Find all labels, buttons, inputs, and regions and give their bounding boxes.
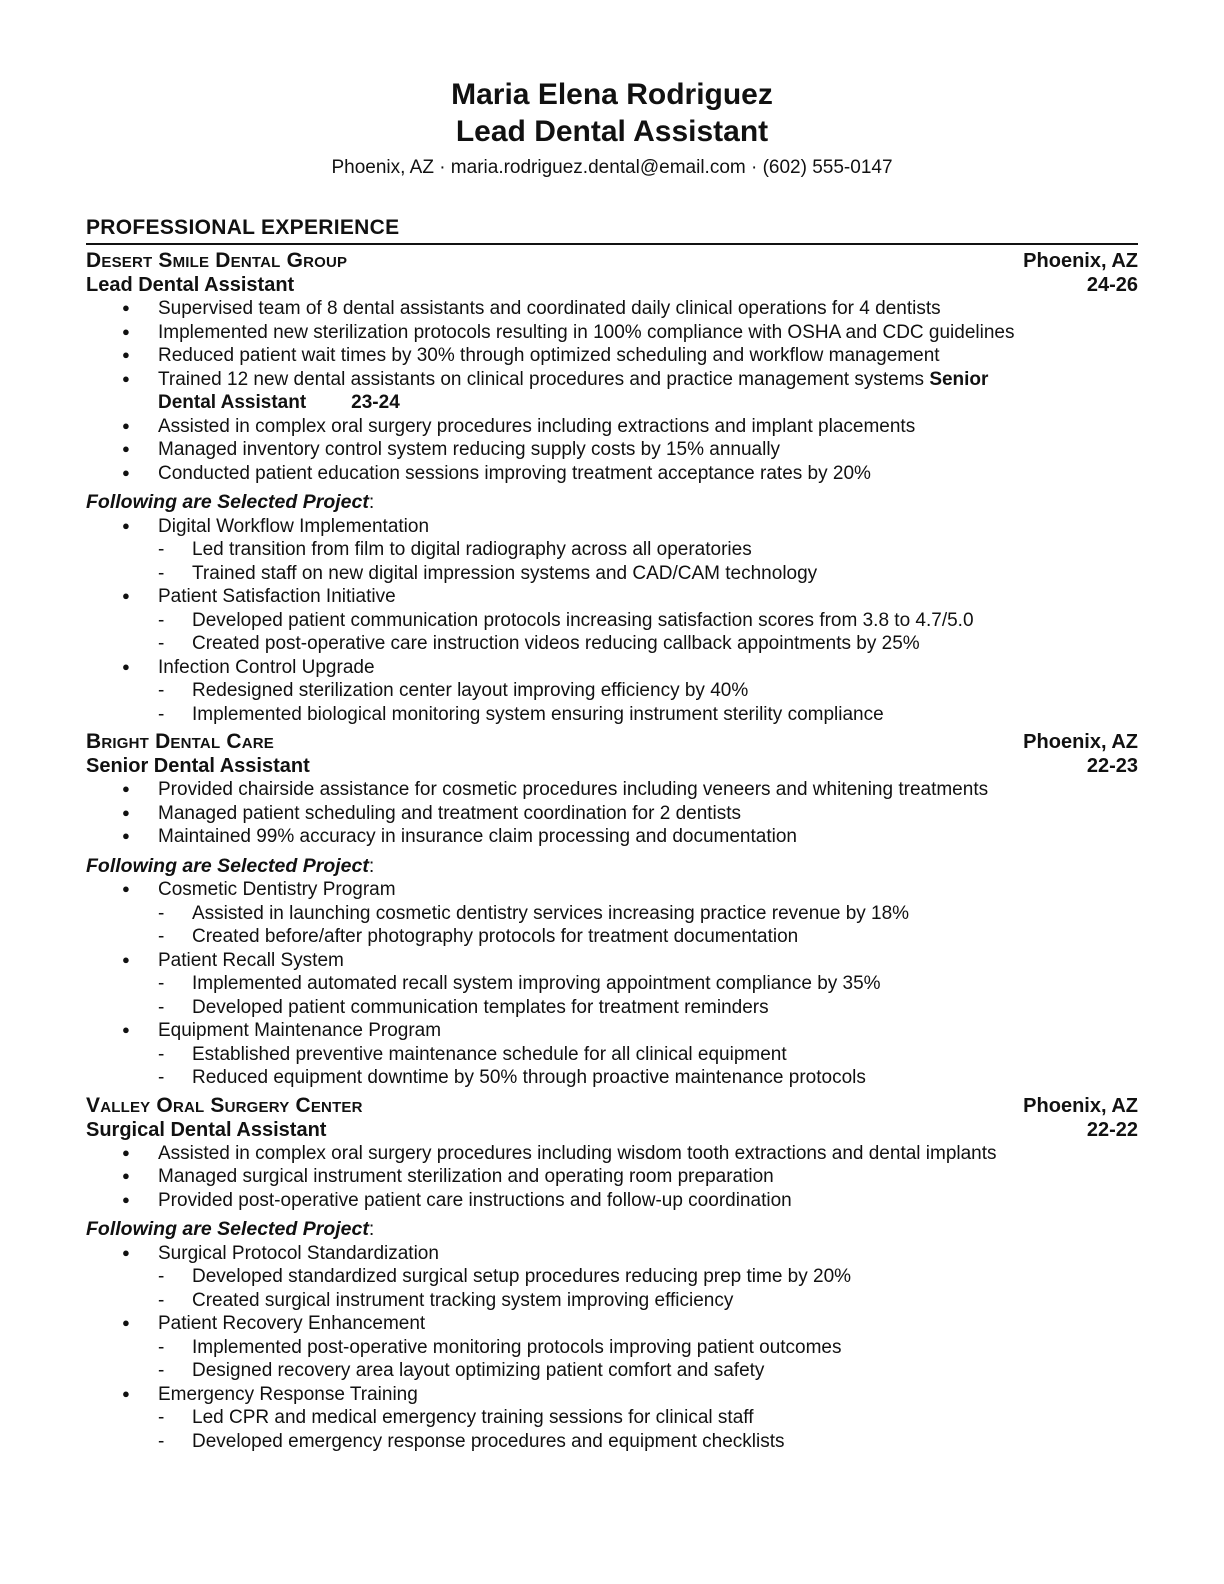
job-location: Phoenix, AZ [1023, 250, 1138, 272]
resume-header [86, 76, 1138, 180]
project-detail-item [86, 562, 1138, 586]
bullet-marker-icon: ● [122, 1022, 130, 1037]
bullet-text: Provided chairside assistance for cosmetic procedures including veneers and whitening treatments [158, 779, 989, 800]
project-name: Patient Recall System [158, 949, 344, 971]
project-item [86, 585, 1138, 609]
project-detail-text: Designed recovery area layout optimizing patient comfort and safety [192, 1360, 765, 1381]
project-name: Patient Recovery Enhancement [158, 1313, 426, 1334]
project-detail-item [86, 1289, 1138, 1313]
project-detail-text: Implemented automated recall system improving appointment compliance by 35% [192, 973, 881, 994]
project-detail-item [86, 1430, 1138, 1454]
candidate-title: Lead Dental Assistant [455, 115, 769, 148]
bullet-item [86, 368, 1138, 415]
company-name: Bright Dental Care [86, 730, 274, 753]
bullet-marker-icon: ● [122, 881, 130, 896]
inline-role-dates: 23-24 [351, 392, 400, 413]
dash-marker-icon: - [158, 1043, 165, 1065]
project-detail-item [86, 1406, 1138, 1430]
job-role: Lead Dental Assistant [86, 274, 295, 296]
project-detail-item [86, 1043, 1138, 1067]
bullet-item [86, 1142, 1138, 1166]
bullet-text: Managed inventory control system reducing supply costs by 15% annually [158, 439, 781, 460]
bullet-marker-icon: ● [122, 323, 130, 339]
dash-marker-icon: - [158, 539, 165, 560]
selected-projects-heading [86, 491, 1138, 515]
bullet-marker-icon: ● [122, 1144, 130, 1160]
project-name: Equipment Maintenance Program [158, 1020, 442, 1041]
project-detail-text: Created surgical instrument tracking system improving efficiency [192, 1289, 734, 1311]
project-name: Digital Workflow Implementation [158, 515, 430, 537]
dash-marker-icon: - [158, 703, 165, 725]
project-name: Infection Control Upgrade [158, 656, 375, 678]
job-entry [86, 730, 1138, 1090]
job-entry [86, 1094, 1138, 1454]
selected-projects-colon: : [368, 854, 375, 877]
bullet-text: Managed surgical instrument sterilization and operating room preparation [158, 1166, 774, 1187]
bullet-item [86, 825, 1138, 849]
experience-list [86, 249, 1138, 1453]
inline-role-title: Senior [929, 368, 989, 390]
selected-projects-label: Following are Selected Project [86, 1218, 369, 1240]
bullet-marker-icon: ● [122, 1191, 130, 1207]
project-item [86, 878, 1138, 902]
dash-marker-icon: - [158, 680, 165, 701]
section-heading-professional-experience: PROFESSIONAL EXPERIENCE [86, 216, 1138, 245]
role-row [86, 273, 1138, 297]
dash-marker-icon: - [158, 633, 165, 654]
project-detail-text: Redesigned sterilization center layout improving efficiency by 40% [192, 680, 749, 701]
bullet-marker-icon: ● [122, 951, 130, 967]
company-row [86, 1094, 1138, 1118]
bullet-item [86, 778, 1138, 802]
bullet-text: Implemented new sterilization protocols resulting in 100% compliance with OSHA and CDC guidelines [158, 321, 1015, 343]
project-name: Emergency Response Training [158, 1383, 418, 1405]
project-item [86, 1312, 1138, 1336]
dash-marker-icon: - [158, 1067, 165, 1088]
project-detail-text: Developed patient communication templates for treatment reminders [192, 996, 769, 1018]
project-detail-item [86, 703, 1138, 727]
bullet-marker-icon: ● [122, 781, 130, 796]
bullet-item [86, 415, 1138, 439]
bullet-item [86, 1165, 1138, 1189]
job-entry [86, 249, 1138, 726]
bullet-marker-icon: ● [122, 517, 130, 533]
project-item [86, 515, 1138, 539]
bullet-marker-icon: ● [122, 588, 130, 603]
bullet-marker-icon: ● [122, 370, 130, 386]
dash-marker-icon: - [158, 609, 165, 631]
project-detail-item [86, 1336, 1138, 1360]
project-detail-text: Created before/after photography protocols for treatment documentation [192, 926, 799, 947]
project-detail-text: Implemented biological monitoring system ensuring instrument sterility compliance [192, 703, 884, 725]
bullet-marker-icon: ● [122, 441, 130, 456]
company-row [86, 249, 1138, 273]
contact-line: Phoenix, AZ · maria.rodriguez.dental@email.com · (602) 555-0147 [331, 157, 893, 178]
company-name: Desert Smile Dental Group [86, 249, 348, 272]
bullet-item [86, 802, 1138, 826]
bullet-text: Maintained 99% accuracy in insurance claim processing and documentation [158, 826, 797, 847]
bullet-text: Provided post-operative patient care instructions and follow-up coordination [158, 1189, 792, 1211]
project-item [86, 1383, 1138, 1407]
bullet-marker-icon: ● [122, 828, 130, 843]
dash-marker-icon: - [158, 1430, 165, 1452]
project-detail-item [86, 1359, 1138, 1383]
project-detail-text: Created post-operative care instruction videos reducing callback appointments by 25% [192, 633, 920, 654]
project-detail-item [86, 902, 1138, 926]
project-item [86, 1242, 1138, 1266]
selected-projects-colon: : [368, 491, 375, 513]
project-item [86, 1019, 1138, 1043]
bullet-text: Assisted in complex oral surgery procedures including extractions and implant placements [158, 415, 916, 437]
bullet-item [86, 1189, 1138, 1213]
project-detail-item [86, 925, 1138, 949]
job-location: Phoenix, AZ [1023, 1094, 1138, 1117]
project-detail-item [86, 538, 1138, 562]
job-dates: 22-23 [1086, 755, 1138, 777]
dash-marker-icon: - [158, 1360, 165, 1381]
role-row [86, 1118, 1138, 1142]
bullet-item [86, 344, 1138, 368]
candidate-name: Maria Elena Rodriguez [451, 78, 773, 111]
bullet-marker-icon: ● [122, 804, 130, 820]
dash-marker-icon: - [158, 1336, 165, 1358]
project-detail-text: Reduced equipment downtime by 50% through proactive maintenance protocols [192, 1067, 866, 1088]
selected-projects-heading [86, 855, 1138, 879]
bullet-marker-icon: ● [122, 300, 130, 315]
bullet-text: Assisted in complex oral surgery procedures including wisdom tooth extractions and dental implants [158, 1142, 997, 1164]
project-item [86, 656, 1138, 680]
bullet-marker-icon: ● [122, 417, 130, 433]
dash-marker-icon: - [158, 973, 165, 994]
company-name: Valley Oral Surgery Center [86, 1093, 363, 1117]
bullet-item [86, 321, 1138, 345]
project-detail-item [86, 609, 1138, 633]
project-detail-item [86, 972, 1138, 996]
project-detail-item [86, 632, 1138, 656]
project-detail-text: Trained staff on new digital impression systems and CAD/CAM technology [192, 562, 818, 584]
job-role: Surgical Dental Assistant [86, 1118, 327, 1141]
project-name: Cosmetic Dentistry Program [158, 879, 396, 900]
job-dates: 22-22 [1086, 1118, 1138, 1141]
project-detail-text: Developed emergency response procedures and equipment checklists [192, 1430, 785, 1452]
bullet-text: Reduced patient wait times by 30% through optimized scheduling and workflow management [158, 345, 940, 366]
bullet-text: Managed patient scheduling and treatment coordination for 2 dentists [158, 802, 742, 824]
bullet-text: Supervised team of 8 dental assistants and coordinated daily clinical operations for 4 dentists [158, 298, 941, 319]
project-name: Patient Satisfaction Initiative [158, 586, 396, 607]
inline-role-title: Dental Assistant [158, 392, 307, 413]
project-detail-text: Led CPR and medical emergency training sessions for clinical staff [192, 1407, 754, 1428]
project-detail-text: Developed patient communication protocols increasing satisfaction scores from 3.8 to 4.7/5.0 [192, 609, 974, 631]
project-detail-text: Developed standardized surgical setup procedures reducing prep time by 20% [192, 1266, 852, 1287]
bullet-marker-icon: ● [122, 1168, 130, 1183]
selected-projects-label: Following are Selected Project [86, 854, 369, 877]
bullet-marker-icon: ● [122, 464, 130, 480]
tab-gap [306, 391, 351, 415]
project-detail-text: Implemented post-operative monitoring protocols improving patient outcomes [192, 1336, 842, 1358]
project-detail-item [86, 1066, 1138, 1090]
job-role: Senior Dental Assistant [86, 755, 310, 777]
dash-marker-icon: - [158, 1289, 165, 1311]
bullet-marker-icon: ● [122, 1244, 130, 1260]
project-name: Surgical Protocol Standardization [158, 1242, 439, 1264]
company-row [86, 730, 1138, 754]
project-detail-item [86, 1265, 1138, 1289]
project-detail-item [86, 679, 1138, 703]
bullet-text: Trained 12 new dental assistants on clinical procedures and practice management systems Senior Dental Assistant 23-24 [158, 368, 989, 413]
bullet-text: Conducted patient education sessions improving treatment acceptance rates by 20% [158, 462, 871, 484]
job-location: Phoenix, AZ [1023, 731, 1138, 753]
dash-marker-icon: - [158, 926, 165, 947]
bullet-item [86, 462, 1138, 486]
dash-marker-icon: - [158, 562, 165, 584]
bullet-marker-icon: ● [122, 1315, 130, 1330]
project-detail-text: Led transition from film to digital radiography across all operatories [192, 539, 752, 560]
selected-projects-label: Following are Selected Project [86, 491, 369, 513]
selected-projects-colon: : [368, 1218, 375, 1240]
project-detail-item [86, 996, 1138, 1020]
project-item [86, 949, 1138, 973]
project-detail-text: Established preventive maintenance schedule for all clinical equipment [192, 1043, 787, 1065]
project-detail-text: Assisted in launching cosmetic dentistry services increasing practice revenue by 18% [192, 902, 910, 924]
bullet-marker-icon: ● [122, 1385, 130, 1401]
dash-marker-icon: - [158, 1407, 165, 1428]
bullet-marker-icon: ● [122, 347, 130, 362]
bullet-item [86, 297, 1138, 321]
job-dates: 24-26 [1086, 274, 1138, 296]
bullet-item [86, 438, 1138, 462]
dash-marker-icon: - [158, 996, 165, 1018]
bullet-marker-icon: ● [122, 658, 130, 674]
dash-marker-icon: - [158, 1266, 165, 1287]
selected-projects-heading [86, 1218, 1138, 1242]
role-row [86, 754, 1138, 778]
dash-marker-icon: - [158, 902, 165, 924]
